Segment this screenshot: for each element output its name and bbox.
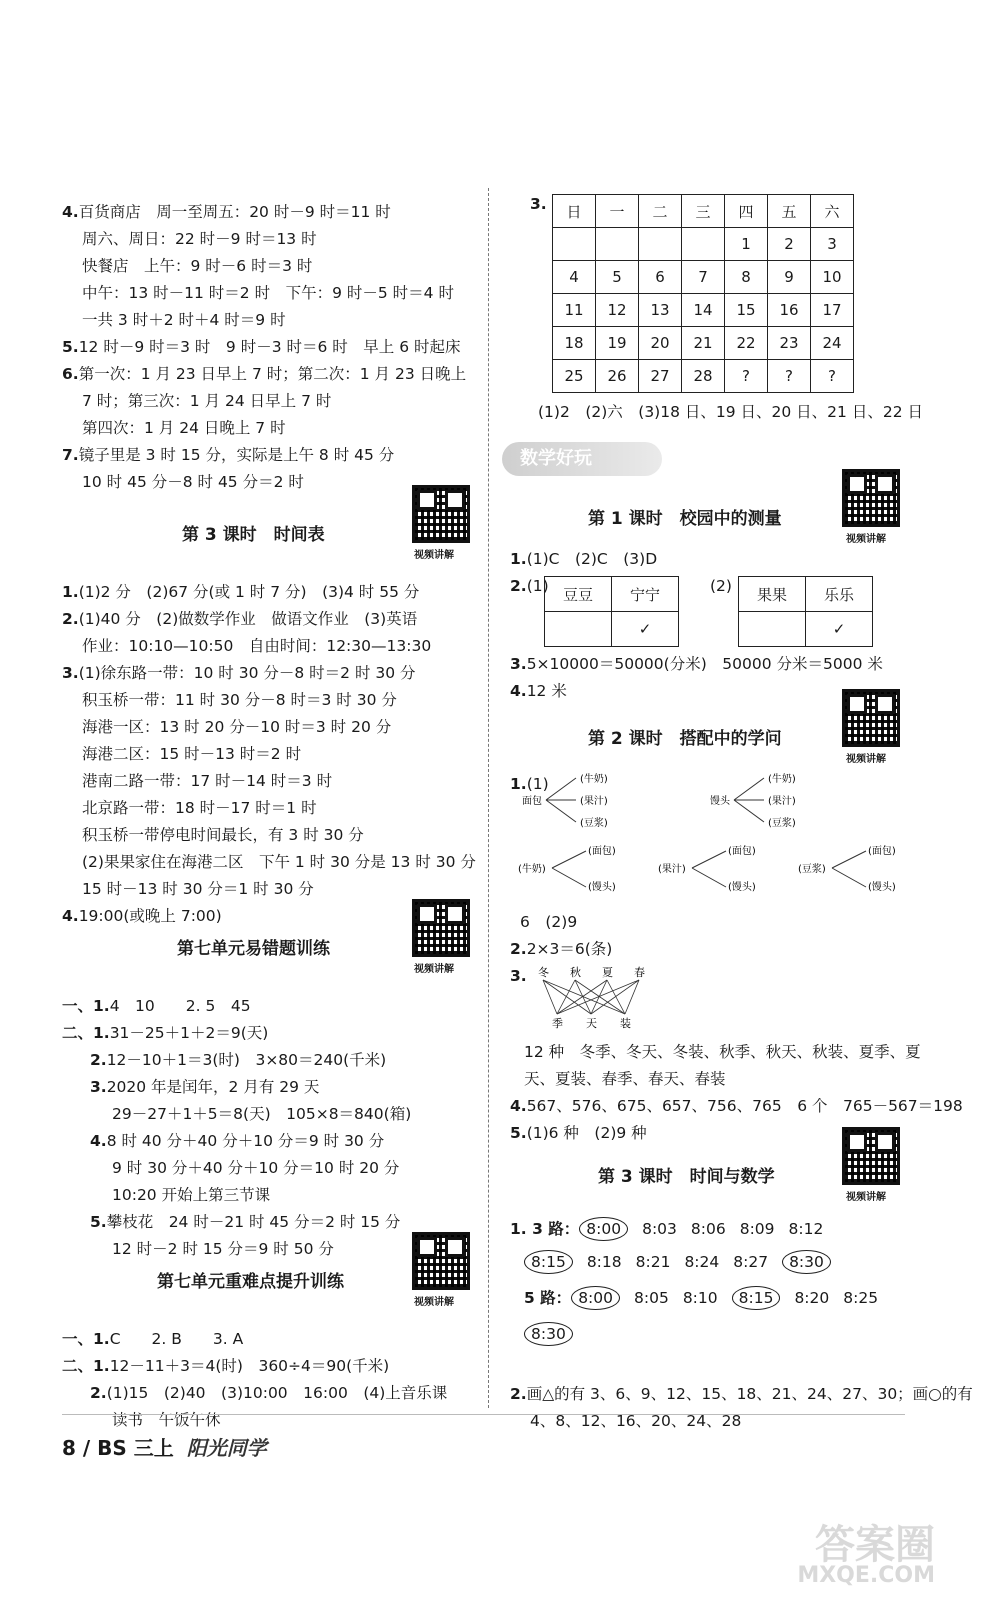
question-number: 7. [62, 446, 79, 464]
tree-label: (牛奶) [518, 864, 546, 875]
answer-line [90, 1381, 447, 1405]
answer-text: 中午：13 时－11 时＝2 时 下午：9 时－5 时＝4 时 [82, 284, 454, 302]
answer-text: 读书 午饭午休 [112, 1411, 221, 1429]
calendar-cell: 20 [639, 327, 682, 360]
answer-text: 9 时 30 分＋40 分＋10 分＝10 时 20 分 [112, 1159, 400, 1177]
tick-cell: 宁宁 [612, 577, 679, 612]
answer-text: 31－25＋1＋2＝9(天) [109, 1024, 269, 1042]
qr-code-icon [412, 899, 470, 957]
bus-time: 8:06 [690, 1220, 726, 1238]
season-pairing-diagram [532, 964, 672, 1034]
answer-line [82, 769, 332, 793]
calendar-cell: 8 [725, 261, 768, 294]
tree-label: (果汁) [658, 864, 686, 875]
question-number: 4. [510, 682, 527, 700]
question-number: 二、1. [62, 1024, 110, 1042]
bus-time: 8:21 [635, 1253, 671, 1271]
answer-text: 12－11＋3＝4(时) 360÷4＝90(千米) [109, 1357, 390, 1375]
calendar-cell: 22 [725, 327, 768, 360]
section-heading: 第 1 课时 校园中的测量 [588, 509, 782, 529]
question-number: 2. [510, 940, 527, 958]
watermark-logo: 答案圈 [815, 1522, 935, 1568]
answer-text: 镜子里是 3 时 15 分，实际是上午 8 时 45 分 [78, 446, 395, 464]
calendar-cell: 26 [596, 360, 639, 393]
answer-line [62, 661, 416, 685]
watermark-url: MXQE.COM [797, 1563, 935, 1588]
answer-line [510, 547, 657, 571]
calendar-cell: 18 [553, 327, 596, 360]
answer-text: 15 时－13 时 30 分＝1 时 30 分 [82, 880, 314, 898]
answer-text: (1)40 分 (2)做数学作业 做语文作业 (3)英语 [78, 610, 418, 628]
tree-label: (面包) [868, 846, 896, 857]
answer-line [112, 1408, 221, 1432]
calendar-cell: 6 [639, 261, 682, 294]
section-banner: 数学好玩 [502, 442, 662, 476]
calendar-cell [682, 228, 725, 261]
qr-code-icon [842, 1127, 900, 1185]
answer-line [82, 688, 397, 712]
answer-text: 6 (2)9 [520, 913, 578, 931]
qr-caption: 视频讲解 [414, 550, 454, 561]
answer-line [82, 877, 314, 901]
answer-line [82, 389, 331, 413]
calendar-cell: 9 [768, 261, 811, 294]
answer-line [82, 634, 431, 658]
tick-cell: ✓ [806, 612, 873, 647]
calendar-cell: 25 [553, 360, 596, 393]
question-number: 3. [90, 1078, 107, 1096]
answer-text: 2020 年是闰年，2 月有 29 天 [106, 1078, 320, 1096]
qr-caption: 视频讲解 [846, 534, 886, 545]
calendar-cell: ? [811, 360, 854, 393]
answer-text: (2) [710, 577, 732, 595]
tree-label: (豆浆) [798, 864, 826, 875]
tick-table [738, 576, 873, 647]
tick-cell: ✓ [612, 612, 679, 647]
calendar-cell [596, 228, 639, 261]
answer-text: 周六、周日：22 时－9 时＝13 时 [82, 230, 317, 248]
answer-text: 北京路一带：18 时－17 时＝1 时 [82, 799, 317, 817]
season-label: 夏 [602, 966, 613, 979]
tree-branch [692, 868, 726, 887]
answer-line [90, 1210, 400, 1234]
tree-label: (面包) [728, 846, 756, 857]
calendar-cell: 三 [682, 195, 725, 228]
qr-caption: 视频讲解 [414, 964, 454, 975]
answer-text: (1)15 (2)40 (3)10:00 16:00 (4)上音乐课 [106, 1384, 448, 1402]
question-number: 1. [510, 775, 527, 793]
tree-label: (果汁) [768, 796, 796, 807]
calendar-cell: 日 [553, 195, 596, 228]
circled-time: 8:15 [524, 1250, 573, 1274]
season-label: 天 [586, 1017, 597, 1030]
calendar-cell: 13 [639, 294, 682, 327]
answer-line [62, 1354, 389, 1378]
question-number: 二、1. [62, 1357, 110, 1375]
answer-text: (2)果果家住在海港二区 下午 1 时 30 分是 13 时 30 分 [82, 853, 476, 871]
answer-text: 4、8、12、16、20、24、28 [530, 1412, 742, 1430]
question-number: 2. [90, 1384, 107, 1402]
answer-line [62, 580, 419, 604]
tree-label: (豆浆) [768, 818, 796, 829]
answer-line [82, 823, 364, 847]
calendar-cell: 21 [682, 327, 725, 360]
bus-time: 8:18 [586, 1253, 622, 1271]
tick-cell: 果果 [739, 577, 806, 612]
calendar-cell: 14 [682, 294, 725, 327]
tree-branch [546, 778, 576, 800]
bus-time-row [524, 1286, 892, 1310]
tick-cell: 乐乐 [806, 577, 873, 612]
tree-label: 面包 [522, 796, 542, 807]
calendar-cell: 24 [811, 327, 854, 360]
answer-line [82, 470, 304, 494]
qr-caption: 视频讲解 [846, 754, 886, 765]
answer-text: 10:20 开始上第三节课 [112, 1186, 271, 1204]
question-number: 一、1. [62, 1330, 110, 1348]
answer-line [524, 1067, 726, 1091]
bus-time-row [524, 1250, 845, 1274]
circled-time: 8:30 [782, 1250, 831, 1274]
bus-label: 5 路： [524, 1289, 572, 1307]
answer-line [62, 200, 391, 224]
season-label: 秋 [570, 966, 581, 979]
question-number: 5. [510, 1124, 527, 1142]
calendar-cell: 11 [553, 294, 596, 327]
season-label: 春 [634, 966, 645, 979]
answer-text: 一共 3 时＋2 时＋4 时＝9 时 [82, 311, 286, 329]
question-number: 3. [510, 967, 527, 985]
answer-text: 百货商店 周一至周五：20 时－9 时＝11 时 [78, 203, 391, 221]
tick-cell: 豆豆 [545, 577, 612, 612]
calendar-cell: ? [768, 360, 811, 393]
answer-line [510, 652, 883, 676]
answer-line [710, 574, 732, 598]
answer-line [62, 335, 461, 359]
answer-line [520, 910, 577, 934]
tick-cell [545, 612, 612, 647]
answer-line [82, 281, 454, 305]
question-number: 2. [62, 610, 79, 628]
calendar-cell: 12 [596, 294, 639, 327]
calendar-answer: (1)2 (2)六 (3)18 日、19 日、20 日、21 日、22 日 [538, 403, 923, 421]
answer-line [62, 362, 466, 386]
tree-label: (面包) [588, 846, 616, 857]
calendar-cell: ? [725, 360, 768, 393]
answer-text: 4 10 2. 5 45 [109, 997, 251, 1015]
answer-line [510, 574, 549, 598]
circled-time: 8:00 [571, 1286, 620, 1310]
question-number: 1. [62, 583, 79, 601]
calendar-table [552, 194, 854, 393]
tick-cell [739, 612, 806, 647]
answer-line [510, 1382, 973, 1406]
answer-text: 快餐店 上午：9 时－6 时＝3 时 [82, 257, 313, 275]
calendar-cell: 5 [596, 261, 639, 294]
bus-time: 8:27 [733, 1253, 769, 1271]
bus-time: 8:05 [634, 1289, 669, 1307]
answer-text: 第四次：1 月 24 日晚上 7 时 [82, 419, 286, 437]
section-heading: 第 3 课时 时间与数学 [598, 1167, 775, 1187]
answer-text: 2×3＝6(条) [526, 940, 613, 958]
pairing-line [607, 980, 625, 1014]
qr-caption: 视频讲解 [846, 1192, 886, 1203]
calendar-cell: 17 [811, 294, 854, 327]
answer-text: 12 种 冬季、冬天、冬装、秋季、秋天、秋装、夏季、夏 [524, 1043, 921, 1061]
tree-label: (馒头) [728, 882, 756, 893]
question-number: 3. [62, 664, 79, 682]
circled-time: 8:30 [524, 1322, 573, 1346]
answer-text: 积玉桥一带停电时间最长，有 3 时 30 分 [82, 826, 364, 844]
bus-time: 8:12 [788, 1220, 824, 1238]
answer-text: (1)徐东路一带：10 时 30 分－8 时＝2 时 30 分 [78, 664, 416, 682]
column-divider [488, 188, 489, 1408]
question-number: 4. [510, 1097, 527, 1115]
answer-text: (1) [526, 577, 549, 595]
calendar-cell: 3 [811, 228, 854, 261]
question-number: 2. [510, 1385, 527, 1403]
calendar-cell [553, 228, 596, 261]
answer-line [112, 1102, 411, 1126]
tree-label: (馒头) [868, 882, 896, 893]
answer-text: 天、夏装、春季、春天、春装 [524, 1070, 726, 1088]
question-number: 3. [510, 655, 527, 673]
answer-text: 7 时；第三次：1 月 24 日早上 7 时 [82, 392, 332, 410]
calendar-cell [639, 228, 682, 261]
bus-label: 1. 3 路： [510, 1220, 580, 1238]
answer-text: 画△的有 3、6、9、12、15、18、21、24、27、30；画○的有 [526, 1385, 973, 1403]
page-number: 8 / BS 三上 [62, 1436, 174, 1460]
tree-label: (馒头) [588, 882, 616, 893]
answer-line [510, 964, 527, 988]
answer-text: 12－10＋1＝3(时) 3×80＝240(千米) [106, 1051, 387, 1069]
answer-line [62, 994, 251, 1018]
tick-table [544, 576, 679, 647]
answer-line [82, 308, 286, 332]
tree-label: (豆浆) [580, 818, 608, 829]
bus-time: 8:25 [843, 1289, 879, 1307]
bus-time-row [510, 1217, 837, 1241]
question-number: 5. [90, 1213, 107, 1231]
section-heading: 第七单元重难点提升训练 [157, 1272, 344, 1292]
question-number: 2. [90, 1051, 107, 1069]
question-number: 4. [62, 203, 79, 221]
answer-text: 29－27＋1＋5＝8(天) 105×8＝840(箱) [112, 1105, 412, 1123]
answer-line [82, 227, 317, 251]
answer-line [62, 1021, 268, 1045]
answer-text: 攀枝花 24 时－21 时 45 分＝2 时 15 分 [106, 1213, 401, 1231]
bus-time: 8:10 [682, 1289, 718, 1307]
answer-text: 积玉桥一带：11 时 30 分－8 时＝3 时 30 分 [82, 691, 397, 709]
bus-time: 8:24 [684, 1253, 720, 1271]
answer-text: 海港一区：13 时 20 分－10 时＝3 时 20 分 [82, 718, 392, 736]
calendar-cell: 7 [682, 261, 725, 294]
calendar-cell: 10 [811, 261, 854, 294]
tree-branch [734, 778, 764, 800]
answer-line [62, 443, 394, 467]
qr-code-icon [412, 1232, 470, 1290]
season-label: 冬 [538, 966, 549, 979]
answer-line [90, 1129, 384, 1153]
qr-code-icon [412, 485, 470, 543]
section-heading: 第 3 课时 时间表 [182, 525, 325, 545]
bus-time: 8:03 [642, 1220, 677, 1238]
qr-caption: 视频讲解 [414, 1297, 454, 1308]
answer-text: 港南二路一带：17 时－14 时＝3 时 [82, 772, 333, 790]
bus-time: 8:20 [794, 1289, 830, 1307]
calendar-cell: 27 [639, 360, 682, 393]
tree-branch [832, 868, 866, 887]
question-number: 5. [62, 338, 79, 356]
answer-text: C 2. B 3. A [109, 1330, 244, 1348]
answer-line [510, 937, 612, 961]
calendar-cell: 28 [682, 360, 725, 393]
bus-time-row [524, 1322, 587, 1346]
section-heading: 第七单元易错题训练 [177, 939, 330, 959]
answer-line [82, 715, 391, 739]
answer-line [112, 1156, 399, 1180]
question-number: 4. [62, 907, 79, 925]
calendar-cell: 五 [768, 195, 811, 228]
calendar-cell: 一 [596, 195, 639, 228]
calendar-cell: 23 [768, 327, 811, 360]
answer-line [62, 904, 222, 928]
question-number: 6. [62, 365, 79, 383]
tree-branch [552, 851, 586, 868]
calendar-cell: 四 [725, 195, 768, 228]
pairing-tree-diagram [510, 772, 930, 902]
calendar-cell: 15 [725, 294, 768, 327]
season-label: 季 [552, 1017, 563, 1030]
tree-branch [692, 851, 726, 868]
calendar-cell: 4 [553, 261, 596, 294]
answer-text: (1) [526, 775, 549, 793]
calendar-cell: 六 [811, 195, 854, 228]
calendar-cell: 19 [596, 327, 639, 360]
qr-code-icon [842, 689, 900, 747]
question-number: 一、1. [62, 997, 110, 1015]
answer-text: 第一次：1 月 23 日早上 7 时；第二次：1 月 23 日晚上 [78, 365, 467, 383]
section-heading: 第 2 课时 搭配中的学问 [588, 729, 782, 749]
calendar-cell: 二 [639, 195, 682, 228]
tree-branch [552, 868, 586, 887]
qr-code-icon [842, 469, 900, 527]
tree-label: 馒头 [710, 796, 730, 807]
circled-time: 8:00 [579, 1217, 628, 1241]
calendar-cell: 16 [768, 294, 811, 327]
answer-text: 海港二区：15 时－13 时＝2 时 [82, 745, 302, 763]
answer-line [82, 254, 312, 278]
answer-text: 12 时－9 时＝3 时 9 时－3 时＝6 时 早上 6 时起床 [78, 338, 461, 356]
answer-text: (1)2 分 (2)67 分(或 1 时 7 分) (3)4 时 55 分 [78, 583, 420, 601]
question-number: 4. [90, 1132, 107, 1150]
answer-line [82, 850, 476, 874]
page-footer [62, 1432, 267, 1461]
answer-line [524, 1040, 921, 1064]
answer-line [510, 679, 567, 703]
answer-line [90, 1075, 319, 1099]
answer-line [82, 416, 286, 440]
answer-text: 作业：10:10—10:50 自由时间：12:30—13:30 [82, 637, 432, 655]
question-number: 1. [510, 550, 527, 568]
answer-text: 5×10000＝50000(分米) 50000 分米＝5000 米 [526, 655, 883, 673]
tree-branch [734, 800, 764, 822]
question-number: 3. [530, 195, 547, 213]
answer-line [510, 1094, 963, 1118]
answer-line [112, 1183, 270, 1207]
tree-branch [832, 851, 866, 868]
answer-text: 12 时－2 时 15 分＝9 时 50 分 [112, 1240, 334, 1258]
answer-line [82, 742, 301, 766]
answer-line [510, 1121, 647, 1145]
brand-logo: 阳光同学 [186, 1436, 267, 1460]
calendar-cell: 1 [725, 228, 768, 261]
tree-label: (果汁) [580, 796, 608, 807]
answer-line [530, 1409, 741, 1433]
answer-line [62, 1327, 243, 1351]
tree-branch [546, 800, 576, 822]
answer-text: 567、576、675、657、756、765 6 个 765－567＝198 [526, 1097, 963, 1115]
answer-line [90, 1048, 386, 1072]
answer-text: (1)C (2)C (3)D [526, 550, 658, 568]
answer-text: (1)6 种 (2)9 种 [526, 1124, 647, 1142]
bus-time: 8:09 [739, 1220, 775, 1238]
answer-text: 10 时 45 分－8 时 45 分＝2 时 [82, 473, 304, 491]
season-label: 装 [620, 1017, 631, 1030]
calendar-cell: 2 [768, 228, 811, 261]
answer-line [82, 796, 317, 820]
answer-text: 12 米 [526, 682, 567, 700]
footer-rule [62, 1414, 905, 1415]
answer-line [62, 607, 417, 631]
answer-line [112, 1237, 334, 1261]
circled-time: 8:15 [732, 1286, 781, 1310]
answer-text: 19:00(或晚上 7:00) [78, 907, 222, 925]
tree-label: (牛奶) [580, 774, 608, 785]
question-number: 2. [510, 577, 527, 595]
tree-label: (牛奶) [768, 774, 796, 785]
answer-text: 8 时 40 分＋40 分＋10 分＝9 时 30 分 [106, 1132, 385, 1150]
pairing-line [557, 980, 575, 1014]
